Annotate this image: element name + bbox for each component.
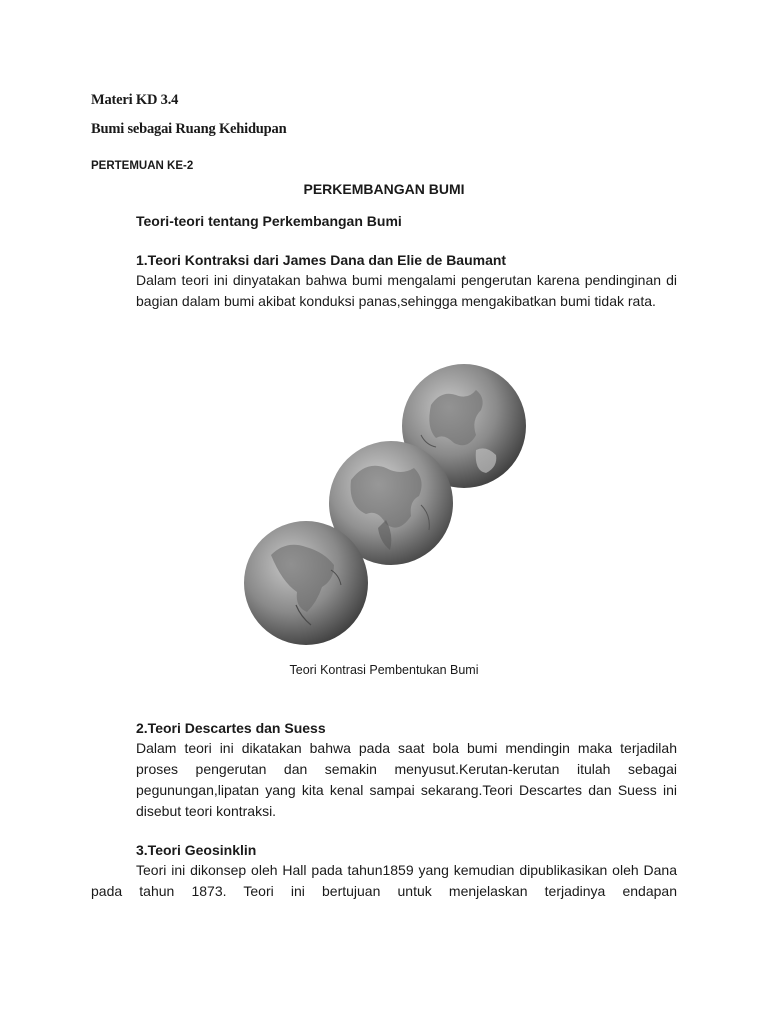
section-body-1: Dalam teori ini dinyatakan bahwa bumi mengalami pengerutan karena pendinginan di bagian dalam bumi akibat konduksi panas,sehingga mengakibatkan bumi tidak rata. xyxy=(136,272,677,309)
section-heading-2: 2.Teori Descartes dan Suess xyxy=(136,720,326,736)
subject-label: Bumi sebagai Ruang Kehidupan xyxy=(91,121,287,137)
meeting-label: PERTEMUAN KE-2 xyxy=(91,160,194,172)
subtitle: Teori-teori tentang Perkembangan Bumi xyxy=(136,213,402,229)
section-heading-1: 1.Teori Kontraksi dari James Dana dan Elie de Baumant xyxy=(136,252,507,268)
section-body-2: Dalam teori ini dikatakan bahwa pada saat bola bumi mendingin maka terjadilah proses pengerutan dan semakin menyusut.Kerutan-kerutan itulah sebagai pegunungan,lipatan yang kita kenal sampai sekarang.Teori Descartes dan Suess ini disebut teori kontraksi. xyxy=(136,740,677,819)
globe-figure xyxy=(236,355,536,655)
figure-caption: Teori Kontrasi Pembentukan Bumi xyxy=(289,663,479,677)
section-body-3: Teori ini dikonsep oleh Hall pada tahun1859 yang kemudian dipublikasikan oleh Dana pada tahun 1873. Teori ini bertujuan untuk menjelaskan terjadinya endapan xyxy=(91,862,677,899)
materi-label: Materi KD 3.4 xyxy=(91,92,179,108)
section-heading-3: 3.Teori Geosinklin xyxy=(136,842,257,858)
globe-bottom xyxy=(244,521,368,645)
three-globes-illustration xyxy=(236,355,536,655)
page-title: PERKEMBANGAN BUMI xyxy=(303,181,465,197)
